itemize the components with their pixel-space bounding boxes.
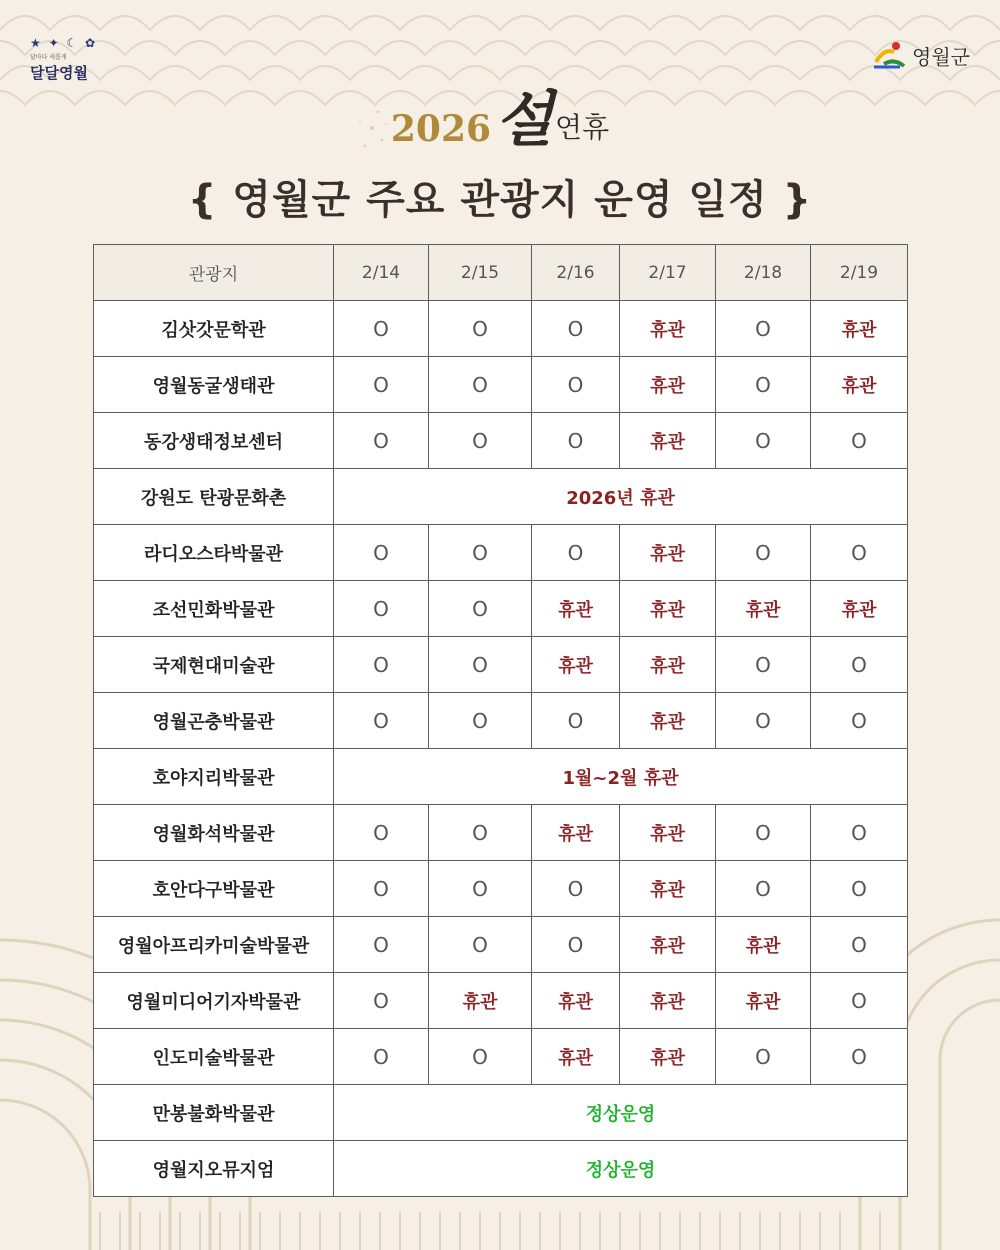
status-open-cell: O (532, 413, 620, 469)
status-open-cell: O (811, 413, 908, 469)
status-closed-cell: 휴관 (532, 805, 620, 861)
status-open-cell: O (716, 413, 811, 469)
status-closed-cell: 휴관 (620, 861, 716, 917)
table-row (94, 413, 908, 469)
status-open-cell: O (811, 805, 908, 861)
attraction-name: 영월동굴생태관 (94, 357, 334, 413)
table-row (94, 805, 908, 861)
status-open-cell: O (334, 637, 429, 693)
status-open-cell: O (532, 301, 620, 357)
attraction-name: 국제현대미술관 (94, 637, 334, 693)
status-open-cell: O (716, 525, 811, 581)
status-open-cell: O (811, 917, 908, 973)
status-open-cell: O (429, 1029, 532, 1085)
county-name: 영월군 (912, 44, 970, 69)
status-open-cell: O (429, 357, 532, 413)
status-span-cell: 2026년 휴관 (334, 469, 908, 525)
status-open-cell: O (716, 357, 811, 413)
status-open-cell: O (716, 693, 811, 749)
table-row (94, 301, 908, 357)
status-closed-cell: 휴관 (716, 917, 811, 973)
holiday-title (0, 80, 1000, 160)
status-open-cell: O (429, 637, 532, 693)
attraction-name: 김삿갓문학관 (94, 301, 334, 357)
logo-name: 달달영월 (30, 64, 88, 82)
attraction-name: 라디오스타박물관 (94, 525, 334, 581)
status-open-cell: O (334, 917, 429, 973)
status-open-cell: O (334, 413, 429, 469)
status-closed-cell: 휴관 (532, 1029, 620, 1085)
table-header-row (94, 245, 908, 301)
status-open-cell: O (716, 301, 811, 357)
attraction-name: 강원도 탄광문화촌 (94, 469, 334, 525)
status-closed-cell: 휴관 (620, 805, 716, 861)
column-header-place: 관광지 (94, 245, 334, 301)
attraction-name: 호야지리박물관 (94, 749, 334, 805)
logo-tagline: 달마다 새롭게 (30, 54, 67, 61)
title-year: 2026 (390, 108, 492, 150)
column-header-date: 2/18 (716, 245, 811, 301)
status-open-cell: O (334, 357, 429, 413)
yeongwol-county-logo (870, 40, 970, 70)
table-row (94, 693, 908, 749)
status-span-cell: 정상운영 (334, 1085, 908, 1141)
column-header-date: 2/15 (429, 245, 532, 301)
attraction-name: 영월미디어기자박물관 (94, 973, 334, 1029)
status-open-cell: O (429, 525, 532, 581)
status-closed-cell: 휴관 (716, 581, 811, 637)
status-closed-cell: 휴관 (811, 301, 908, 357)
status-open-cell: O (429, 917, 532, 973)
status-open-cell: O (429, 805, 532, 861)
status-closed-cell: 휴관 (620, 693, 716, 749)
status-open-cell: O (532, 525, 620, 581)
status-open-cell: O (532, 917, 620, 973)
attraction-name: 영월곤충박물관 (94, 693, 334, 749)
status-open-cell: O (532, 693, 620, 749)
title-holiday: 연휴 (555, 111, 610, 144)
table-row (94, 581, 908, 637)
table-row (94, 1085, 908, 1141)
table-row (94, 469, 908, 525)
table-row (94, 973, 908, 1029)
status-open-cell: O (811, 1029, 908, 1085)
attraction-name: 조선민화박물관 (94, 581, 334, 637)
column-header-date: 2/17 (620, 245, 716, 301)
status-open-cell: O (334, 861, 429, 917)
table-row (94, 861, 908, 917)
operation-schedule-table (93, 244, 908, 1197)
attraction-name: 인도미술박물관 (94, 1029, 334, 1085)
status-closed-cell: 휴관 (620, 973, 716, 1029)
status-closed-cell: 휴관 (620, 413, 716, 469)
status-closed-cell: 휴관 (532, 581, 620, 637)
table-row (94, 749, 908, 805)
column-header-date: 2/19 (811, 245, 908, 301)
status-closed-cell: 휴관 (532, 637, 620, 693)
status-span-cell: 정상운영 (334, 1141, 908, 1197)
status-closed-cell: 휴관 (620, 637, 716, 693)
status-open-cell: O (334, 693, 429, 749)
star-icons: ★ ✦ ☾ ✿ (30, 36, 98, 50)
status-open-cell: O (334, 525, 429, 581)
table-row (94, 525, 908, 581)
status-open-cell: O (429, 861, 532, 917)
title-seol: 설 (495, 85, 554, 155)
page-title: { 영월군 주요 관광지 운영 일정 } (187, 177, 813, 223)
attraction-name: 영월지오뮤지엄 (94, 1141, 334, 1197)
status-open-cell: O (811, 525, 908, 581)
status-open-cell: O (811, 637, 908, 693)
status-open-cell: O (334, 1029, 429, 1085)
status-open-cell: O (716, 1029, 811, 1085)
status-closed-cell: 휴관 (620, 525, 716, 581)
status-open-cell: O (429, 693, 532, 749)
status-open-cell: O (532, 861, 620, 917)
status-open-cell: O (334, 581, 429, 637)
status-closed-cell: 휴관 (620, 917, 716, 973)
status-closed-cell: 휴관 (620, 581, 716, 637)
table-row (94, 917, 908, 973)
status-open-cell: O (429, 413, 532, 469)
table-row (94, 637, 908, 693)
status-closed-cell: 휴관 (811, 357, 908, 413)
status-open-cell: O (716, 861, 811, 917)
status-closed-cell: 휴관 (716, 973, 811, 1029)
attraction-name: 만봉불화박물관 (94, 1085, 334, 1141)
status-closed-cell: 휴관 (429, 973, 532, 1029)
status-open-cell: O (716, 805, 811, 861)
attraction-name: 동강생태정보센터 (94, 413, 334, 469)
table-row (94, 1141, 908, 1197)
status-open-cell: O (532, 357, 620, 413)
status-open-cell: O (811, 693, 908, 749)
status-open-cell: O (811, 861, 908, 917)
attraction-name: 호안다구박물관 (94, 861, 334, 917)
status-closed-cell: 휴관 (532, 973, 620, 1029)
attraction-name: 영월화석박물관 (94, 805, 334, 861)
column-header-date: 2/14 (334, 245, 429, 301)
status-span-cell: 1월~2월 휴관 (334, 749, 908, 805)
status-closed-cell: 휴관 (811, 581, 908, 637)
column-header-date: 2/16 (532, 245, 620, 301)
status-open-cell: O (429, 581, 532, 637)
table-row (94, 357, 908, 413)
table-row (94, 1029, 908, 1085)
status-open-cell: O (334, 973, 429, 1029)
status-open-cell: O (334, 805, 429, 861)
county-emblem-icon (870, 40, 908, 70)
status-open-cell: O (429, 301, 532, 357)
status-open-cell: O (811, 973, 908, 1029)
status-closed-cell: 휴관 (620, 301, 716, 357)
attraction-name: 영월아프리카미술박물관 (94, 917, 334, 973)
status-open-cell: O (334, 301, 429, 357)
status-open-cell: O (716, 637, 811, 693)
status-closed-cell: 휴관 (620, 357, 716, 413)
status-closed-cell: 휴관 (620, 1029, 716, 1085)
